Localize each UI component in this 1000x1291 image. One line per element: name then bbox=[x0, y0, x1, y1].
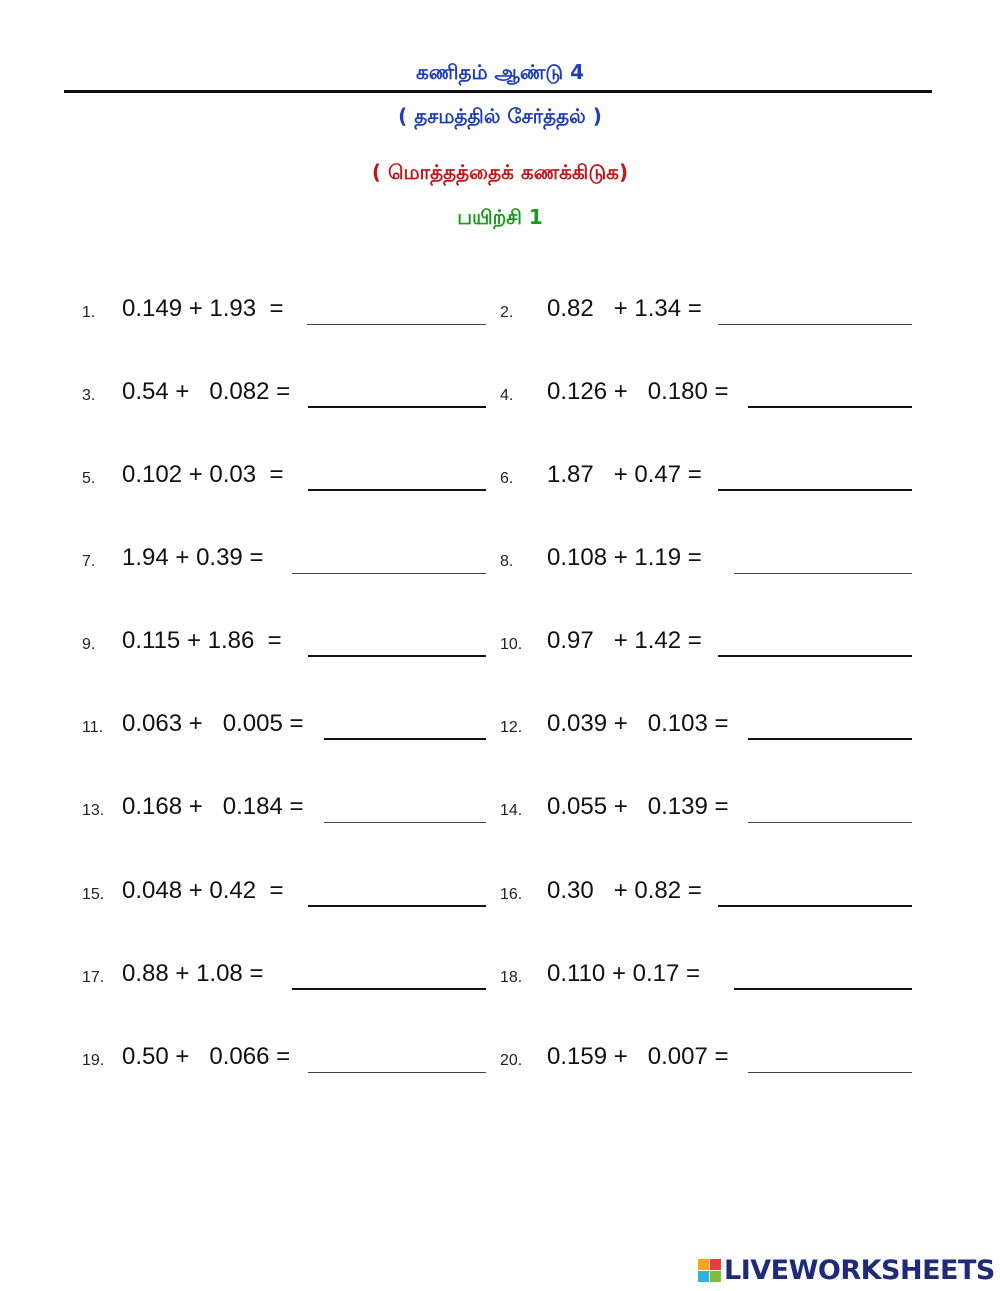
question-expression: 0.54 + 0.082 = bbox=[122, 378, 291, 405]
question-expression: 0.048 + 0.42 = bbox=[122, 877, 284, 904]
brand-name: LIVEWORKSHEETS bbox=[724, 1254, 995, 1286]
answer-blank[interactable] bbox=[718, 905, 912, 907]
question-number: 11. bbox=[82, 719, 104, 736]
question-item bbox=[0, 867, 1000, 907]
question-expression: 0.063 + 0.005 = bbox=[122, 710, 304, 737]
question-expression: 0.055 + 0.139 = bbox=[547, 793, 729, 820]
question-expression: 0.159 + 0.007 = bbox=[547, 1043, 729, 1070]
question-number: 14. bbox=[500, 802, 523, 819]
question-number: 15. bbox=[82, 886, 105, 903]
question-item bbox=[0, 617, 1000, 657]
question-expression: 1.94 + 0.39 = bbox=[122, 544, 264, 571]
answer-blank[interactable] bbox=[718, 324, 912, 325]
answer-blank[interactable] bbox=[718, 489, 912, 491]
question-expression: 0.126 + 0.180 = bbox=[547, 378, 729, 405]
question-expression: 0.108 + 1.19 = bbox=[547, 544, 702, 571]
logo-cubes-icon bbox=[698, 1259, 721, 1282]
question-expression: 0.97 + 1.42 = bbox=[547, 627, 702, 654]
question-item bbox=[0, 1033, 1000, 1073]
question-number: 10. bbox=[500, 636, 523, 653]
question-item bbox=[0, 950, 1000, 990]
question-expression: 0.30 + 0.82 = bbox=[547, 877, 702, 904]
question-number: 1. bbox=[82, 304, 96, 321]
answer-blank[interactable] bbox=[748, 738, 912, 740]
question-item bbox=[0, 451, 1000, 491]
answer-blank[interactable] bbox=[748, 822, 912, 823]
worksheet-subtitle: ( தசமத்தில் சேர்த்தல் ) bbox=[398, 104, 602, 128]
question-number: 13. bbox=[82, 802, 105, 819]
question-number: 18. bbox=[500, 969, 523, 986]
question-expression: 0.82 + 1.34 = bbox=[547, 295, 702, 322]
question-number: 6. bbox=[500, 470, 514, 487]
answer-blank[interactable] bbox=[718, 655, 912, 657]
question-number: 8. bbox=[500, 553, 514, 570]
question-expression: 0.039 + 0.103 = bbox=[547, 710, 729, 737]
answer-blank[interactable] bbox=[748, 1072, 912, 1073]
question-number: 12. bbox=[500, 719, 523, 736]
question-expression: 0.115 + 1.86 = bbox=[122, 627, 282, 654]
question-number: 2. bbox=[500, 304, 514, 321]
question-number: 7. bbox=[82, 553, 96, 570]
question-expression: 0.50 + 0.066 = bbox=[122, 1043, 291, 1070]
question-item bbox=[0, 783, 1000, 823]
question-expression: 0.149 + 1.93 = bbox=[122, 295, 284, 322]
answer-blank[interactable] bbox=[748, 406, 912, 408]
question-number: 9. bbox=[82, 636, 96, 653]
liveworksheets-logo bbox=[698, 1254, 995, 1286]
exercise-label: பயிற்சி 1 bbox=[457, 205, 543, 229]
question-number: 16. bbox=[500, 886, 523, 903]
question-item bbox=[0, 534, 1000, 574]
worksheet-title: கணிதம் ஆண்டு 4 bbox=[415, 60, 585, 84]
question-expression: 1.87 + 0.47 = bbox=[547, 461, 702, 488]
question-expression: 0.102 + 0.03 = bbox=[122, 461, 284, 488]
answer-blank[interactable] bbox=[734, 988, 912, 990]
question-item bbox=[0, 368, 1000, 408]
question-number: 17. bbox=[82, 969, 105, 986]
question-number: 19. bbox=[82, 1052, 105, 1069]
instruction-text: ( மொத்தத்தைக் கணக்கிடுக) bbox=[371, 160, 629, 184]
question-number: 3. bbox=[82, 387, 96, 404]
question-number: 4. bbox=[500, 387, 514, 404]
title-divider bbox=[64, 90, 932, 93]
answer-blank[interactable] bbox=[734, 573, 912, 574]
question-number: 5. bbox=[82, 470, 96, 487]
question-expression: 0.168 + 0.184 = bbox=[122, 793, 304, 820]
question-expression: 0.88 + 1.08 = bbox=[122, 960, 264, 987]
question-expression: 0.110 + 0.17 = bbox=[547, 960, 701, 987]
question-item bbox=[0, 700, 1000, 740]
question-number: 20. bbox=[500, 1052, 523, 1069]
question-item bbox=[0, 285, 1000, 325]
